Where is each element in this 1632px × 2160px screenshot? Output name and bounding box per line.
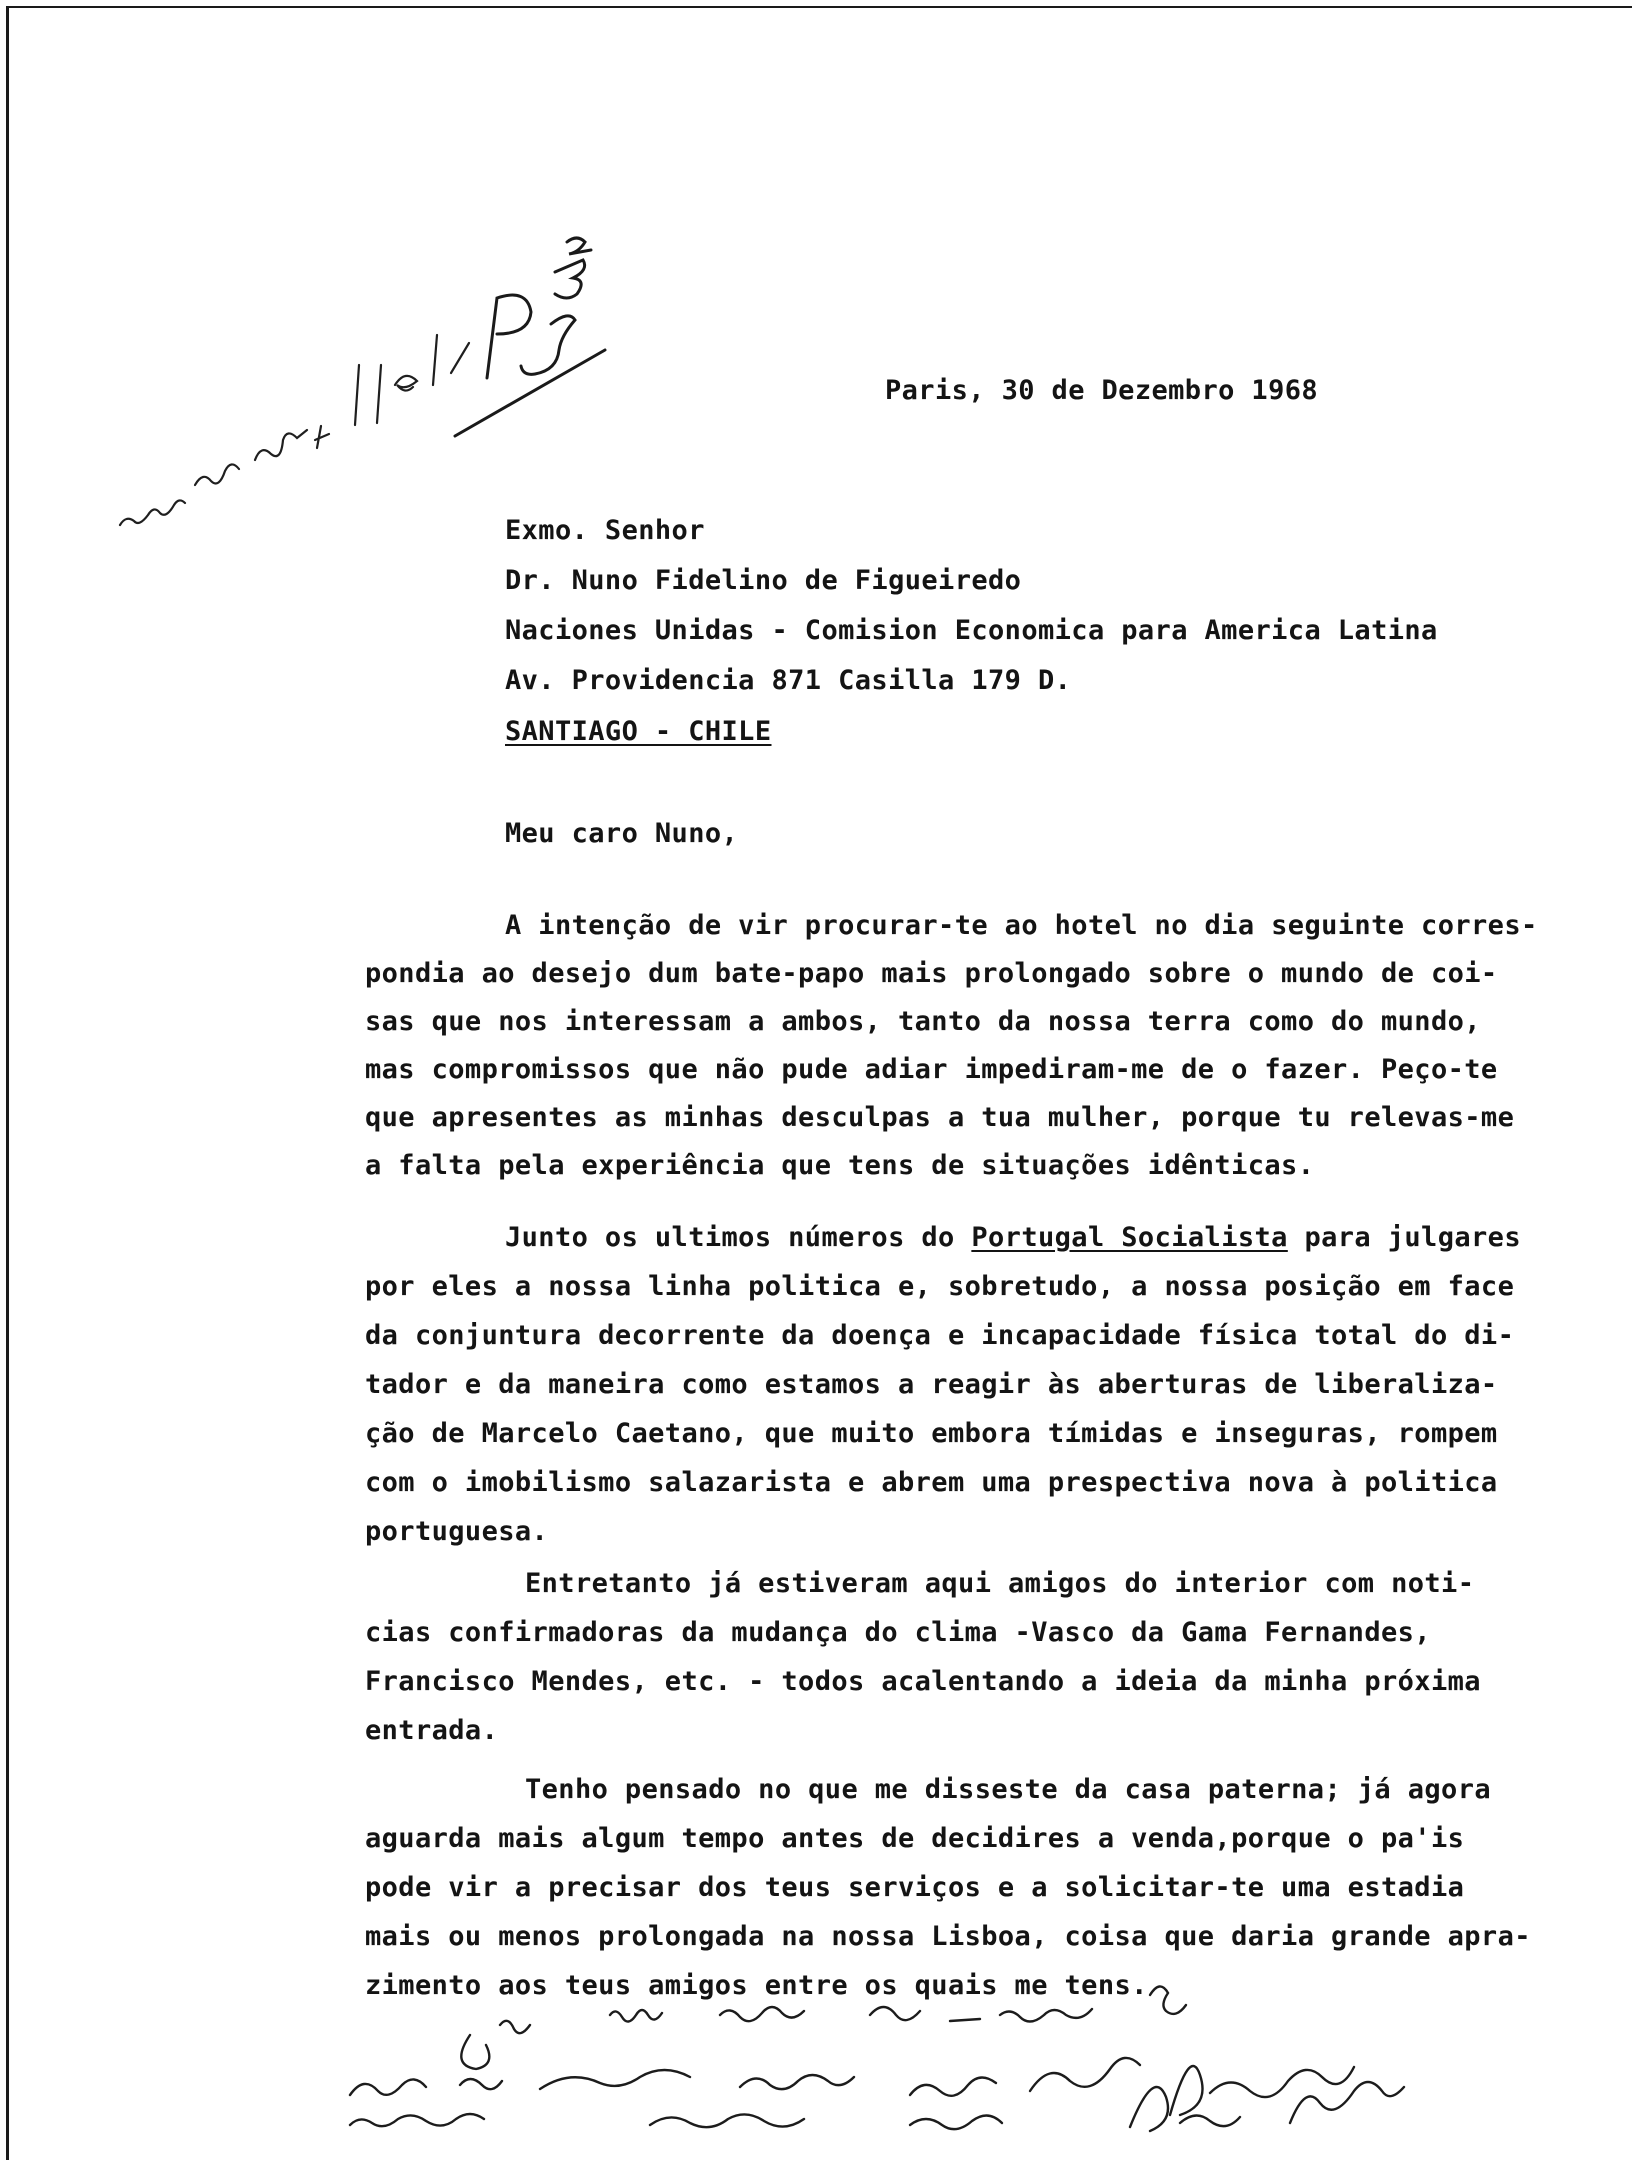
paragraph-3-line-3: Francisco Mendes, etc. - todos acalentando a ideia da minha próxima <box>365 1666 1481 1697</box>
paragraph-2-line-1-start: Junto os ultimos números do <box>505 1222 972 1253</box>
paragraph-3-line-2: cias confirmadoras da mudança do clima -Vasco da Gama Fernandes, <box>365 1617 1431 1648</box>
paragraph-2-line-4: tador e da maneira como estamos a reagir às aberturas de liberaliza- <box>365 1369 1498 1400</box>
paragraph-4-line-3: pode vir a precisar dos teus serviços e a solicitar-te uma estadia <box>365 1872 1465 1903</box>
paragraph-2-line-3: da conjuntura decorrente da doença e incapacidade física total do di- <box>365 1320 1515 1351</box>
paragraph-4-line-4: mais ou menos prolongada na nossa Lisboa, coisa que daria grande apra- <box>365 1921 1531 1952</box>
paragraph-1-line-3: sas que nos interessam a ambos, tanto da nossa terra como do mundo, <box>365 1006 1481 1037</box>
paragraph-1-line-2: pondia ao desejo dum bate-papo mais prolongado sobre o mundo de coi- <box>365 958 1498 989</box>
paragraph-1-line-4: mas compromissos que não pude adiar impediram-me de o fazer. Peço-te <box>365 1054 1498 1085</box>
salutation: Meu caro Nuno, <box>505 818 739 849</box>
address-line-2: Dr. Nuno Fidelino de Figueiredo <box>505 565 1022 596</box>
paragraph-3-line-1: Entretanto já estiveram aqui amigos do interior com noti- <box>525 1568 1475 1599</box>
paragraph-2-line-5: ção de Marcelo Caetano, que muito embora tímidas e inseguras, rompem <box>365 1418 1498 1449</box>
paragraph-2-line-6: com o imobilismo salazarista e abrem uma prespectiva nova à politica <box>365 1467 1498 1498</box>
paragraph-2-line-7: portuguesa. <box>365 1516 549 1547</box>
publication-title: Portugal Socialista <box>971 1222 1288 1253</box>
paragraph-1-line-1: A intenção de vir procurar-te ao hotel no dia seguinte corres- <box>505 910 1538 941</box>
paragraph-1-line-6: a falta pela experiência que tens de situações idênticas. <box>365 1150 1315 1181</box>
paragraph-4-line-2: aguarda mais algum tempo antes de decidires a venda,porque o pa'is <box>365 1823 1465 1854</box>
paragraph-3-line-4: entrada. <box>365 1715 499 1746</box>
paragraph-4-line-1: Tenho pensado no que me disseste da casa paterna; já agora <box>525 1774 1492 1805</box>
address-city: SANTIAGO - CHILE <box>505 716 772 747</box>
paragraph-2-line-1 <box>505 1222 1521 1253</box>
handwritten-initials-ps <box>455 228 625 438</box>
address-line-3: Naciones Unidas - Comision Economica para America Latina <box>505 615 1438 646</box>
paragraph-4-line-5: zimento aos teus amigos entre os quais me tens. <box>365 1970 1148 2001</box>
paragraph-2-line-2: por eles a nossa linha politica e, sobretudo, a nossa posição em face <box>365 1271 1515 1302</box>
page-border-left <box>6 6 9 2160</box>
address-line-4: Av. Providencia 871 Casilla 179 D. <box>505 665 1072 696</box>
paragraph-1-line-5: que apresentes as minhas desculpas a tua mulher, porque tu relevas-me <box>365 1102 1515 1133</box>
letter-date: Paris, 30 de Dezembro 1968 <box>885 375 1319 406</box>
handwritten-signature <box>350 1975 1550 2145</box>
address-line-1: Exmo. Senhor <box>505 515 705 546</box>
page-border-top <box>6 6 1632 8</box>
paragraph-2-line-1-end: para julgares <box>1287 1222 1521 1253</box>
